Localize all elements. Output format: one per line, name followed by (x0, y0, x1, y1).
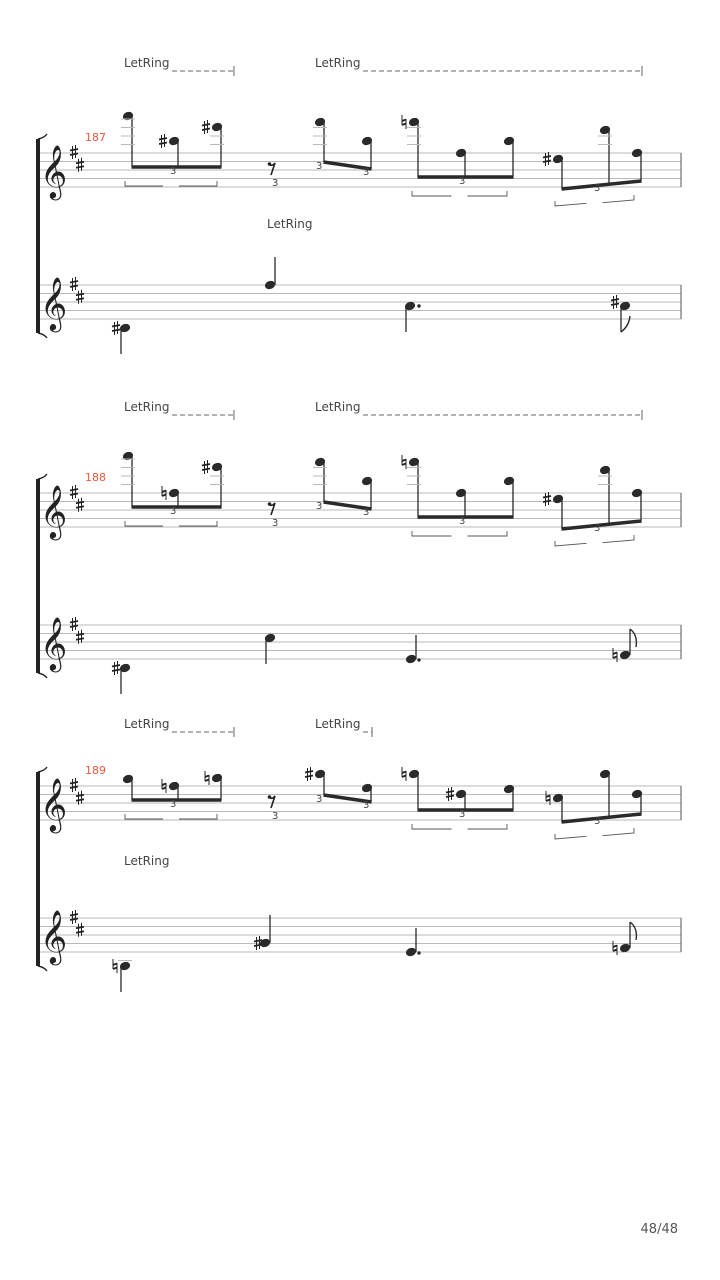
tuplet-bracket (179, 181, 217, 186)
let-ring (124, 400, 234, 420)
tuplet-bracket (179, 521, 217, 526)
tuplet-number: 3 (459, 809, 466, 820)
augmentation-dot (417, 951, 420, 954)
let-ring-label: LetRing (124, 400, 170, 414)
sharp-icon (159, 134, 167, 148)
natural-icon (402, 115, 406, 129)
natural-icon (113, 959, 117, 973)
key-sharp-f-icon (70, 485, 78, 499)
system-2 (36, 400, 681, 694)
beam-group (121, 451, 224, 507)
natural-icon (402, 767, 406, 781)
natural-icon (205, 771, 209, 785)
key-sharp-f-icon (70, 145, 78, 159)
sharp-icon (446, 787, 454, 801)
measure-number: 187 (85, 131, 106, 144)
flag (630, 922, 636, 940)
tuplet-bracket (125, 521, 163, 526)
sharp-icon (112, 661, 120, 675)
lower-staff (36, 616, 681, 672)
tuplet-bracket (412, 531, 452, 536)
tuplet-number: 3 (459, 176, 466, 187)
tuplet (412, 824, 507, 829)
tuplet (125, 521, 217, 526)
tuplet (412, 531, 507, 536)
natural-icon (402, 455, 406, 469)
tuplet (555, 828, 634, 839)
tuplet-number: 3 (170, 506, 177, 517)
tuplet-bracket (412, 191, 452, 196)
treble-clef-icon: 𝄞 (40, 616, 68, 670)
tuplet-number: 3 (272, 518, 279, 529)
upper-staff (36, 484, 681, 540)
notehead (406, 654, 417, 664)
beam-group (402, 767, 514, 810)
tuplet-bracket (555, 541, 587, 546)
lower-notes (112, 629, 636, 694)
lower-staff (36, 276, 681, 332)
let-ring (124, 717, 234, 737)
tuplet (555, 195, 634, 206)
notehead (620, 650, 631, 660)
tuplet (125, 181, 217, 186)
tuplet-bracket (603, 828, 635, 836)
sharp-icon (543, 152, 551, 166)
beam-group (402, 455, 514, 517)
let-ring (315, 56, 642, 76)
treble-clef-icon: 𝄞 (40, 777, 68, 831)
upper-staff (36, 777, 681, 833)
lower-notes (112, 257, 630, 354)
flag (621, 316, 630, 332)
treble-clef-icon: 𝄞 (40, 484, 68, 538)
let-ring-label: LetRing (124, 56, 170, 70)
treble-clef-icon: 𝄞 (40, 909, 68, 963)
tuplet-number: 3 (170, 166, 177, 177)
key-sharp-f-icon (70, 277, 78, 291)
system-1 (36, 56, 681, 354)
tuplet-bracket (555, 834, 587, 839)
treble-clef-icon: 𝄞 (40, 144, 68, 198)
measure-number: 188 (85, 471, 106, 484)
let-ring-label: LetRing (124, 717, 170, 731)
let-ring-label: LetRing (315, 717, 361, 731)
notehead (265, 280, 276, 290)
page-indicator: 48/48 (640, 1222, 678, 1237)
tuplet-bracket (179, 814, 217, 819)
tuplet-bracket (125, 814, 163, 819)
notehead (620, 943, 631, 953)
sharp-icon (202, 120, 210, 134)
eighth-rest-icon (268, 162, 275, 175)
beam-group (546, 769, 642, 822)
tuplet-bracket (468, 191, 508, 196)
augmentation-dot (417, 304, 420, 307)
tuplet-number: 3 (459, 516, 466, 527)
let-ring (315, 717, 372, 737)
sharp-icon (543, 492, 551, 506)
tuplet-number: 3 (363, 167, 370, 178)
let-ring (315, 400, 642, 420)
flag (630, 629, 636, 647)
key-sharp-f-icon (70, 910, 78, 924)
tuplet (412, 191, 507, 196)
beam-group (121, 111, 224, 167)
tuplet-bracket (468, 824, 508, 829)
measure-number: 189 (85, 764, 106, 777)
augmentation-dot (417, 658, 420, 661)
tuplet-bracket (125, 181, 163, 186)
beam-group (402, 115, 514, 177)
key-sharp-f-icon (70, 617, 78, 631)
tuplet-number: 3 (594, 523, 601, 534)
tuplet-number: 3 (170, 799, 177, 810)
beam (562, 814, 642, 822)
tuplet-number: 3 (363, 507, 370, 518)
key-sharp-f-icon (70, 778, 78, 792)
sharp-icon (202, 460, 210, 474)
upper-staff (36, 144, 681, 200)
tuplet (125, 814, 217, 819)
treble-clef-icon: 𝄞 (40, 276, 68, 330)
tuplet-number: 3 (316, 161, 323, 172)
notehead (406, 947, 417, 957)
tuplet-number: 3 (272, 811, 279, 822)
let-ring-label: LetRing (315, 56, 361, 70)
tuplet-number: 3 (363, 800, 370, 811)
beam-group (543, 125, 642, 189)
tuplet-number: 3 (316, 794, 323, 805)
sharp-icon (305, 767, 313, 781)
tuplet-number: 3 (316, 501, 323, 512)
sharp-icon (112, 321, 120, 335)
let-ring (124, 56, 234, 76)
tuplet-bracket (555, 201, 587, 206)
beam-group (123, 771, 223, 800)
let-ring-label: LetRing (315, 400, 361, 414)
tuplet-bracket (468, 531, 508, 536)
tuplet-number: 3 (594, 183, 601, 194)
tuplet-bracket (603, 195, 635, 203)
let-ring-label: LetRing (267, 217, 313, 231)
eighth-rest-icon (268, 795, 275, 808)
beam (562, 181, 642, 189)
let-ring-label: LetRing (124, 854, 170, 868)
tuplet-bracket (603, 535, 635, 543)
lower-staff (36, 909, 681, 965)
tuplet-number: 3 (594, 816, 601, 827)
beam-group (543, 465, 642, 529)
eighth-rest-icon (268, 502, 275, 515)
beam (562, 521, 642, 529)
tuplet-number: 3 (272, 178, 279, 189)
tuplet (555, 535, 634, 546)
tuplet-bracket (412, 824, 452, 829)
